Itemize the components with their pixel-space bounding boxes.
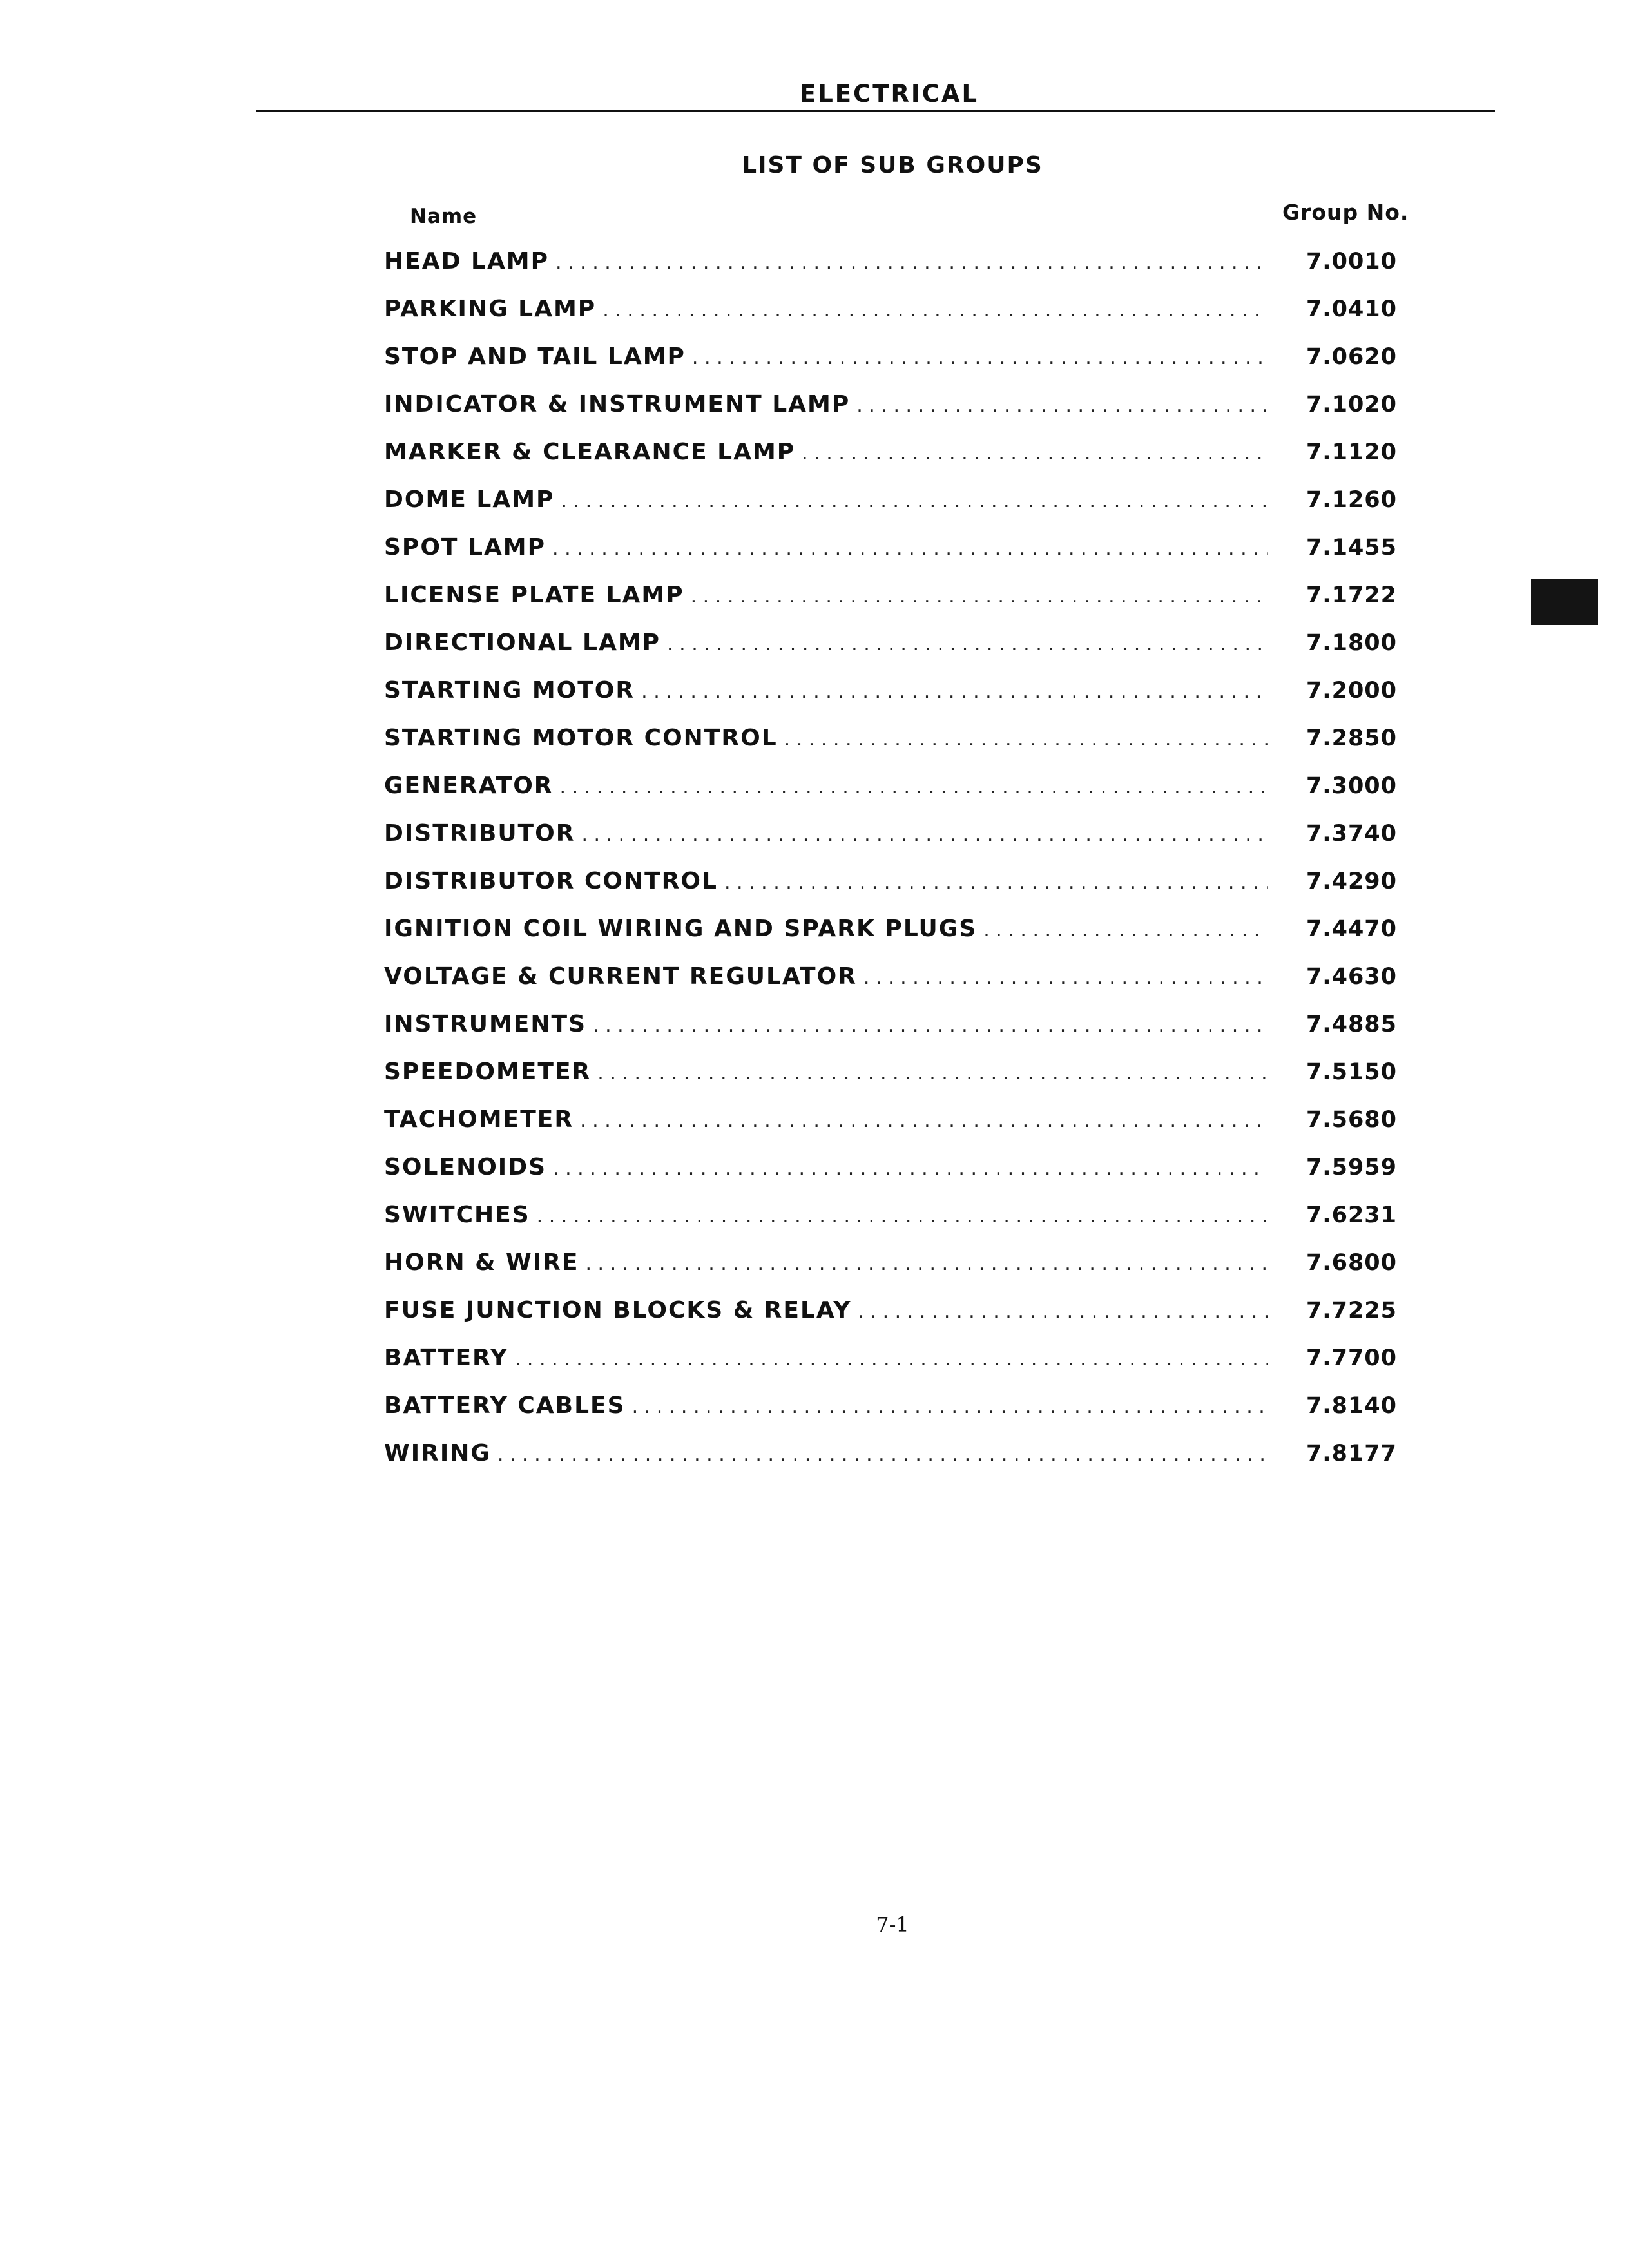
dot-leader bbox=[552, 537, 1268, 560]
dot-leader bbox=[515, 1348, 1268, 1370]
entry-name: INDICATOR & INSTRUMENT LAMP bbox=[384, 391, 851, 418]
list-item bbox=[384, 1297, 1397, 1345]
entry-group-number: 7.1800 bbox=[1306, 630, 1397, 656]
entry-group-number: 7.0010 bbox=[1306, 249, 1397, 274]
list-item bbox=[384, 1154, 1397, 1202]
entry-name: SWITCHES bbox=[384, 1202, 530, 1228]
dot-leader bbox=[641, 680, 1268, 703]
entry-name: BATTERY bbox=[384, 1345, 508, 1371]
dot-leader bbox=[560, 776, 1268, 798]
entry-name: SOLENOIDS bbox=[384, 1154, 546, 1180]
list-item bbox=[384, 1249, 1397, 1297]
entry-name: DISTRIBUTOR bbox=[384, 820, 575, 847]
dot-leader bbox=[537, 1205, 1268, 1227]
entry-name: DOME LAMP bbox=[384, 486, 555, 513]
entry-name: SPEEDOMETER bbox=[384, 1059, 592, 1085]
list-item bbox=[384, 1059, 1397, 1106]
list-item bbox=[384, 1106, 1397, 1154]
dot-leader bbox=[555, 251, 1268, 274]
list-title: LIST OF SUB GROUPS bbox=[742, 152, 1043, 178]
entry-group-number: 7.4630 bbox=[1306, 964, 1397, 990]
dot-leader bbox=[632, 1396, 1268, 1418]
list-item bbox=[384, 773, 1397, 820]
entry-name: GENERATOR bbox=[384, 773, 554, 799]
entry-group-number: 7.8140 bbox=[1306, 1393, 1397, 1419]
entry-name: DISTRIBUTOR CONTROL bbox=[384, 868, 718, 894]
list-item bbox=[384, 1202, 1397, 1249]
entry-group-number: 7.1260 bbox=[1306, 487, 1397, 513]
list-item bbox=[384, 1392, 1397, 1440]
entry-group-number: 7.6231 bbox=[1306, 1202, 1397, 1228]
dot-leader bbox=[863, 966, 1268, 989]
entry-group-number: 7.1455 bbox=[1306, 535, 1397, 561]
header-rule bbox=[256, 110, 1495, 112]
entry-name: VOLTAGE & CURRENT REGULATOR bbox=[384, 963, 857, 990]
list-item bbox=[384, 439, 1397, 486]
entry-group-number: 7.3000 bbox=[1306, 773, 1397, 799]
dot-leader bbox=[692, 347, 1268, 369]
entry-name: PARKING LAMP bbox=[384, 296, 597, 322]
dot-leader bbox=[983, 919, 1268, 941]
list-item bbox=[384, 296, 1397, 343]
entry-name: LICENSE PLATE LAMP bbox=[384, 582, 684, 608]
entry-name: DIRECTIONAL LAMP bbox=[384, 629, 661, 656]
section-heading: ELECTRICAL bbox=[799, 80, 979, 108]
dot-leader bbox=[667, 633, 1268, 655]
list-item bbox=[384, 868, 1397, 916]
entry-group-number: 7.5680 bbox=[1306, 1107, 1397, 1133]
list-item bbox=[384, 963, 1397, 1011]
dot-leader bbox=[597, 1062, 1268, 1084]
list-item bbox=[384, 916, 1397, 963]
entry-group-number: 7.2850 bbox=[1306, 726, 1397, 751]
dot-leader bbox=[553, 1157, 1268, 1180]
entry-group-number: 7.5959 bbox=[1306, 1155, 1397, 1180]
list-item bbox=[384, 486, 1397, 534]
entry-group-number: 7.8177 bbox=[1306, 1441, 1397, 1466]
column-header-group-no: Group No. bbox=[1282, 200, 1409, 225]
entry-name: HEAD LAMP bbox=[384, 248, 550, 274]
dot-leader bbox=[580, 1110, 1268, 1132]
column-header-name: Name bbox=[410, 205, 477, 228]
list-item bbox=[384, 629, 1397, 677]
list-item bbox=[384, 1011, 1397, 1059]
list-item bbox=[384, 1345, 1397, 1392]
entry-group-number: 7.3740 bbox=[1306, 821, 1397, 847]
list-item bbox=[384, 343, 1397, 391]
entry-group-number: 7.1120 bbox=[1306, 439, 1397, 465]
entry-name: IGNITION COIL WIRING AND SPARK PLUGS bbox=[384, 916, 978, 942]
list-item bbox=[384, 725, 1397, 773]
section-thumb-tab bbox=[1531, 579, 1598, 625]
dot-leader bbox=[497, 1443, 1268, 1466]
dot-leader bbox=[784, 728, 1268, 751]
entry-name: WIRING bbox=[384, 1440, 491, 1466]
sub-group-list bbox=[384, 248, 1397, 1488]
entry-group-number: 7.6800 bbox=[1306, 1250, 1397, 1276]
entry-name: SPOT LAMP bbox=[384, 534, 546, 561]
entry-name: STARTING MOTOR bbox=[384, 677, 635, 704]
entry-group-number: 7.7700 bbox=[1306, 1345, 1397, 1371]
entry-name: TACHOMETER bbox=[384, 1106, 574, 1133]
dot-leader bbox=[561, 490, 1267, 512]
entry-group-number: 7.4885 bbox=[1306, 1012, 1397, 1037]
entry-group-number: 7.7225 bbox=[1306, 1298, 1397, 1323]
list-item bbox=[384, 677, 1397, 725]
entry-group-number: 7.4290 bbox=[1306, 869, 1397, 894]
list-item bbox=[384, 582, 1397, 629]
entry-group-number: 7.5150 bbox=[1306, 1059, 1397, 1085]
entry-name: BATTERY CABLES bbox=[384, 1392, 626, 1419]
dot-leader bbox=[802, 442, 1268, 465]
dot-leader bbox=[581, 823, 1268, 846]
entry-name: HORN & WIRE bbox=[384, 1249, 579, 1276]
entry-group-number: 7.0620 bbox=[1306, 344, 1397, 370]
dot-leader bbox=[585, 1253, 1267, 1275]
list-item bbox=[384, 820, 1397, 868]
entry-group-number: 7.1722 bbox=[1306, 582, 1397, 608]
list-item bbox=[384, 534, 1397, 582]
dot-leader bbox=[593, 1014, 1268, 1037]
entry-name: INSTRUMENTS bbox=[384, 1011, 586, 1037]
entry-name: STARTING MOTOR CONTROL bbox=[384, 725, 778, 751]
dot-leader bbox=[724, 871, 1268, 894]
dot-leader bbox=[602, 299, 1268, 322]
entry-name: FUSE JUNCTION BLOCKS & RELAY bbox=[384, 1297, 852, 1323]
page-number: 7-1 bbox=[876, 1912, 909, 1937]
entry-name: MARKER & CLEARANCE LAMP bbox=[384, 439, 796, 465]
list-item bbox=[384, 248, 1397, 296]
list-item bbox=[384, 1440, 1397, 1488]
entry-group-number: 7.0410 bbox=[1306, 296, 1397, 322]
dot-leader bbox=[856, 394, 1268, 417]
list-item bbox=[384, 391, 1397, 439]
entry-group-number: 7.4470 bbox=[1306, 916, 1397, 942]
entry-name: STOP AND TAIL LAMP bbox=[384, 343, 686, 370]
dot-leader bbox=[858, 1300, 1268, 1323]
dot-leader bbox=[691, 585, 1268, 608]
entry-group-number: 7.1020 bbox=[1306, 392, 1397, 418]
entry-group-number: 7.2000 bbox=[1306, 678, 1397, 704]
